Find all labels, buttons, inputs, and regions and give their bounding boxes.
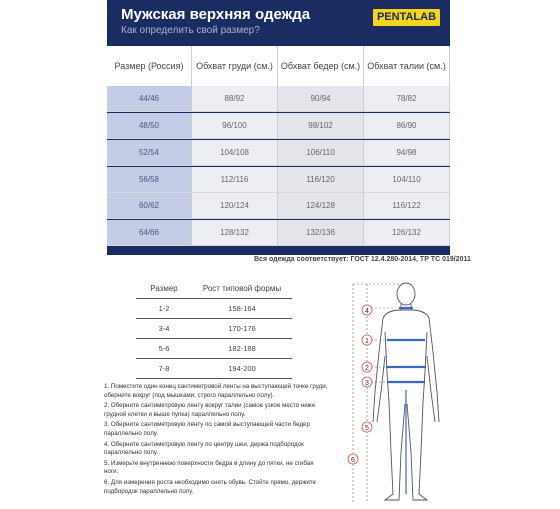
instruction-item: 6. Для измерения роста необходимо снять обувь. Стойте прямо, держите подбородок параллельно полу.: [104, 478, 316, 495]
marker-5: [362, 422, 372, 432]
table-row: [136, 339, 292, 359]
size-chart-card: [107, 0, 450, 255]
table-cell: 86/90: [364, 113, 450, 139]
compliance-note: Вся одежда соответствует: ГОСТ 12.4.280-2014, ТР ТС 019/2011: [254, 256, 471, 263]
hips-column: [278, 46, 364, 246]
column-header: Обхват груди (см.): [192, 46, 278, 86]
instruction-item: 5. Измерьте внутреннюю поверхности бедра в длину до пятки, не сгибая ноги.: [104, 459, 314, 476]
instruction-item: 2. Оберните сантиметровую ленту вокруг талии (самое узкое место ниже грудной клетки и выше пупка) параллельно полу.: [104, 402, 316, 418]
brand-logo: PENTALAB: [373, 9, 440, 26]
height-table: [136, 279, 292, 379]
measurement-instructions: [104, 383, 329, 498]
table-cell: 3-4: [158, 324, 170, 333]
table-cell: 170-176: [228, 324, 256, 333]
table-row: [136, 299, 292, 319]
table-cell: 64/66: [107, 220, 192, 246]
marker-4: [362, 305, 372, 315]
table-cell: 132/136: [278, 220, 364, 246]
table-cell: 96/100: [192, 113, 278, 139]
marker-2: [362, 362, 372, 372]
table-cell: 112/116: [192, 167, 278, 193]
page-title: Мужская верхняя одежда: [121, 6, 311, 23]
table-cell: 52/54: [107, 140, 192, 166]
instruction-item: 4. Оберните сантиметровую ленту по центру шеи, держа подбородок параллельно полу.: [104, 440, 304, 457]
marker-1: [362, 335, 372, 345]
table-cell: 98/102: [278, 113, 364, 139]
svg-text:5: 5: [365, 425, 369, 432]
table-cell: 104/110: [364, 167, 450, 193]
size-chart-header: [107, 0, 450, 46]
table-cell: 182-188: [228, 344, 256, 353]
table-cell: 106/110: [278, 140, 364, 166]
size-column: [107, 46, 192, 246]
table-cell: 1-2: [158, 304, 170, 313]
svg-text:4: 4: [365, 308, 369, 315]
size-table: [107, 46, 450, 246]
table-cell: 120/124: [192, 193, 278, 219]
table-cell: 94/98: [364, 140, 450, 166]
marker-6: [348, 454, 358, 464]
table-cell: 104/108: [192, 140, 278, 166]
table-cell: 88/92: [192, 86, 278, 112]
table-cell: 48/50: [107, 113, 192, 139]
column-header: Обхват талии (см.): [364, 46, 450, 86]
table-row: [136, 319, 292, 339]
table-cell: 78/82: [364, 86, 450, 112]
waist-column: [364, 46, 450, 246]
svg-text:3: 3: [365, 380, 369, 387]
instruction-item: 1. Поместите один конец сантиметровой ленты на выступающей точке груди, оберните вокруг (под мышками, строго параллельно полу).: [104, 383, 328, 399]
chest-column: [192, 46, 278, 246]
marker-3: [362, 377, 372, 387]
column-header: Обхват бедер (см.): [278, 46, 364, 86]
table-cell: 124/128: [278, 193, 364, 219]
instruction-item: 3. Оберните сантиметровую ленту по самой выступающей части бедер параллельно полу.: [104, 421, 310, 437]
table-cell: 194-200: [228, 364, 256, 373]
column-header: Рост типовой формы: [202, 284, 282, 293]
svg-text:6: 6: [351, 457, 355, 464]
table-cell: 126/132: [364, 220, 450, 246]
table-cell: 158-164: [228, 304, 256, 313]
column-header: Размер (Россия): [107, 46, 192, 86]
table-cell: 44/46: [107, 86, 192, 112]
table-cell: 56/58: [107, 167, 192, 193]
table-cell: 116/120: [278, 167, 364, 193]
table-cell: 7-8: [158, 364, 170, 373]
human-figure-illustration: [335, 272, 475, 504]
table-cell: 116/122: [364, 193, 450, 219]
table-row: [136, 359, 292, 379]
table-cell: 5-6: [158, 344, 170, 353]
table-cell: 128/132: [192, 220, 278, 246]
column-header: Размер: [150, 284, 178, 293]
table-cell: 90/94: [278, 86, 364, 112]
svg-text:2: 2: [365, 365, 369, 372]
page-subtitle: Как определить свой размер?: [121, 25, 260, 36]
svg-text:1: 1: [365, 338, 369, 345]
table-header-row: [136, 279, 292, 299]
body-measurement-figure: [335, 272, 475, 504]
table-cell: 60/62: [107, 193, 192, 219]
